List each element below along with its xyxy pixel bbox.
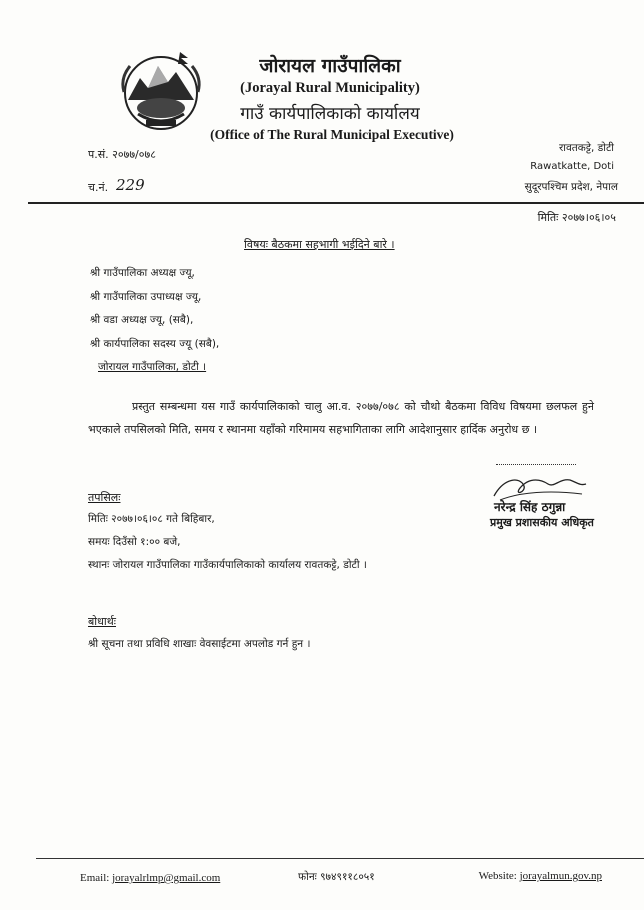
subject: विषयः बैठकमा सहभागी भईदिने बारे । — [244, 238, 395, 251]
dispatch-number: 229 — [116, 176, 145, 194]
website-label: Website: — [478, 870, 517, 882]
details-place: स्थानः जोरायल गाउँपालिका गाउँकार्यपालिकाको कार्यालय रावतकट्टे, डोटी । — [88, 559, 367, 571]
footer-website — [479, 870, 602, 882]
address-en: Rawatkatte, Doti — [530, 161, 614, 172]
signature-dotted-line — [496, 464, 576, 465]
signatory-name: नरेन्द्र सिंह ठगुन्ना — [494, 500, 566, 514]
recipient-4: श्री कार्यपालिका सदस्य ज्यू (सबै), — [90, 337, 220, 350]
cc-line: श्री सूचना तथा प्रविधि शाखाः वेवसाईटमा अपलोड गर्न हुन । — [88, 638, 311, 650]
office-name-en: (Jorayal Rural Municipality) — [240, 80, 420, 96]
recipient-2: श्री गाउँपालिका उपाध्यक्ष ज्यू, — [90, 290, 202, 303]
email-link[interactable]: jorayalrlmp@gmail.com — [112, 872, 221, 884]
recipient-5: जोरायल गाउँपालिका, डोटी । — [98, 361, 207, 373]
recipients — [90, 262, 219, 380]
email-label: Email: — [80, 872, 110, 884]
details-heading: तपसिलः — [88, 491, 121, 504]
recipient-3: श्री वडा अध्यक्ष ज्यू, (सबै), — [90, 314, 194, 326]
signatory-title: प्रमुख प्रशासकीय अधिकृत — [490, 516, 594, 529]
footer-phone: फोनः ९७४९११८०५१ — [298, 871, 375, 883]
executive-name-en: (Office of The Rural Municipal Executive) — [210, 127, 454, 142]
municipal-emblem — [118, 48, 204, 134]
header-divider — [28, 202, 644, 204]
footer-divider — [36, 858, 644, 859]
details-date: मितिः २०७७।०६।०८ गते बिहिबार, — [88, 513, 215, 525]
website-link[interactable]: jorayalmun.gov.np — [519, 870, 602, 882]
letter-date: मितिः २०७७।०६।०५ — [537, 211, 616, 224]
recipient-1: श्री गाउँपालिका अध्यक्ष ज्यू, — [90, 267, 195, 279]
body-paragraph: प्रस्तुत सम्बन्धमा यस गाउँ कार्यपालिकाको चालु आ.व. २०७७/०७८ को चौथो बैठकमा विविध विषयमा छलफल हुने भएकाले तपसिलको मिति, समय र स्थानमा यहाँको गरिमामय सहभागिताका लागि आदेशानुसार हार्दिक अनुरोध छ । — [88, 400, 594, 436]
cc-heading: बोधार्थः — [88, 615, 116, 628]
footer-email — [80, 872, 220, 884]
fiscal-reference: प.सं. २०७७/०७८ — [88, 148, 156, 161]
province: सुदूरपश्चिम प्रदेश, नेपाल — [524, 181, 618, 193]
office-name-np: जोरायल गाउँपालिका — [259, 55, 401, 77]
executive-name-np: गाउँ कार्यपालिकाको कार्यालय — [240, 104, 420, 124]
address-np: रावतकट्टे, डोटी — [558, 142, 614, 154]
details-time: समयः दिउँसो १:०० बजे, — [88, 536, 181, 548]
dispatch-number-label: च.नं. — [88, 181, 109, 194]
